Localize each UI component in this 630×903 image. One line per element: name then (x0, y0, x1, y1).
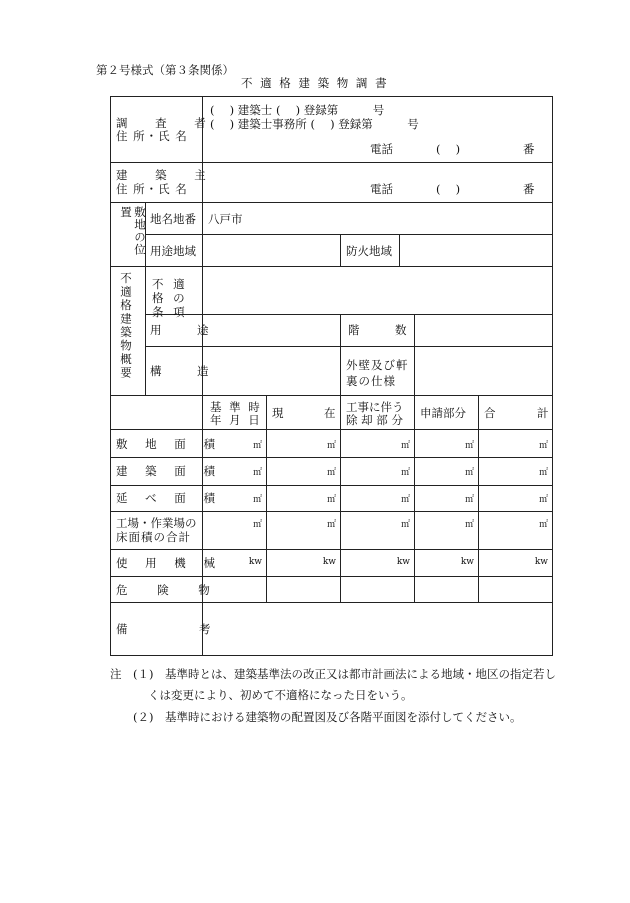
row-building-area-label: 建 築 面 積 (116, 464, 222, 478)
owner-ban: 番 (523, 182, 535, 196)
unit-mark: kw (248, 557, 262, 567)
investigator-phone-label: 電話 (370, 142, 393, 156)
fire-district-label: 防火地域 (346, 244, 392, 258)
investigator-label (116, 116, 218, 130)
col-divider (340, 395, 341, 602)
unit-mark: ㎡ (400, 495, 410, 505)
overview-vertical-label: 不適格建築物概要 (119, 272, 133, 380)
header-removal-2: 除 却 部 分 (346, 413, 403, 427)
header-current-2: 在 (324, 406, 336, 420)
row-line (110, 576, 553, 577)
unit-mark: ㎡ (252, 468, 262, 478)
row-factory-area-label-1: 工場・作業場の (116, 516, 197, 530)
row-line (110, 485, 553, 486)
note-2: (２) 基準時における建築物の配置図及び各階平面図を添付してください。 (133, 710, 522, 724)
nonconforming-clause-text: 不 適 格 の 条 項 (152, 277, 188, 319)
unit-mark: ㎡ (326, 441, 336, 451)
row-line (110, 457, 553, 458)
table-border-top (110, 96, 553, 97)
row-line (110, 602, 553, 603)
remarks-label: 備 考 (116, 622, 241, 636)
site-address-value: 八戸市 (208, 212, 243, 226)
col-divider (266, 395, 267, 602)
row-line (110, 429, 553, 430)
unit-mark: ㎡ (252, 495, 262, 505)
investigator-office-line: ( ) 建築士事務所 ( ) 登録第 号 (210, 117, 419, 131)
row-line (145, 314, 553, 315)
unit-mark: kw (534, 557, 548, 567)
row-line (145, 346, 553, 347)
unit-mark: ㎡ (400, 468, 410, 478)
exterior-spec-text: 外壁及び軒裏の仕様 (346, 358, 409, 388)
investigator-ban: 番 (523, 142, 535, 156)
nonconforming-clause-label (152, 277, 200, 319)
row-machinery-label: 使 用 機 械 (116, 556, 222, 570)
unit-mark: ㎡ (464, 495, 474, 505)
unit-mark: ㎡ (252, 520, 262, 530)
unit-mark: ㎡ (326, 520, 336, 530)
note-1-cont: くは変更により、初めて不適格になった日をいう。 (148, 688, 413, 702)
header-removal-1: 工事に伴う (346, 400, 404, 414)
row-line (110, 549, 553, 550)
header-total-1: 合 (484, 406, 496, 420)
site-vertical-label: 敷地の位置 (119, 206, 147, 256)
unit-mark: ㎡ (252, 441, 262, 451)
header-current-1: 現 (272, 406, 284, 420)
unit-mark: ㎡ (538, 441, 548, 451)
col-divider (414, 395, 415, 602)
table-border-left (110, 96, 111, 655)
unit-mark: ㎡ (464, 468, 474, 478)
unit-mark: kw (396, 557, 410, 567)
investigator-address-label: 住 所・氏 名 (116, 129, 188, 143)
unit-mark: ㎡ (538, 495, 548, 505)
unit-mark: ㎡ (400, 520, 410, 530)
site-address-label: 地名地番 (150, 212, 196, 226)
form-title: 不 適 格 建 築 物 調 書 (241, 76, 389, 90)
row-factory-area-label-2: 床面積の合計 (116, 530, 191, 544)
floors-label: 階 数 (348, 323, 419, 337)
cell-divider (399, 234, 400, 266)
investigator-label-text: 調 査 者 (116, 116, 218, 130)
row-line (110, 395, 553, 396)
note-1: 注 (１) 基準時とは、建築基準法の改正又は都市計画法による地域・地区の指定若し (110, 667, 556, 681)
header-total-2: 計 (537, 406, 549, 420)
cell-divider (340, 234, 341, 266)
use-label: 用 途 (150, 323, 221, 337)
owner-address-label: 住 所・氏 名 (116, 182, 188, 196)
investigator-architect-line: ( ) 建築士 ( ) 登録第 号 (210, 103, 385, 117)
cell-divider (340, 314, 341, 395)
unit-mark: kw (322, 557, 336, 567)
row-line (145, 234, 553, 235)
row-site-area-label: 敷 地 面 積 (116, 437, 222, 451)
zoning-label: 用途地域 (150, 244, 196, 258)
header-application: 申請部分 (420, 406, 466, 420)
form-label: 第２号様式（第３条関係） (96, 63, 234, 77)
row-hazardous-label: 危 険 物 (116, 583, 223, 597)
header-base-date-2: 年 月 日 (210, 413, 262, 427)
structure-label: 構 造 (150, 364, 221, 378)
header-base-date-1: 基 準 時 (210, 400, 262, 414)
investigator-phone-parens: ( ) (436, 142, 461, 156)
row-floor-area-label: 延 べ 面 積 (116, 491, 222, 505)
table-border-bottom (110, 655, 553, 656)
col-divider (478, 395, 479, 602)
unit-mark: ㎡ (464, 520, 474, 530)
table-border-right (552, 96, 553, 655)
unit-mark: kw (460, 557, 474, 567)
owner-phone-parens: ( ) (436, 182, 461, 196)
row-line (110, 511, 553, 512)
owner-label: 建 築 主 (116, 168, 218, 182)
unit-mark: ㎡ (464, 441, 474, 451)
unit-mark: ㎡ (326, 495, 336, 505)
row-line (110, 266, 553, 267)
unit-mark: ㎡ (538, 468, 548, 478)
exterior-spec-label (346, 357, 412, 389)
owner-phone-label: 電話 (370, 182, 393, 196)
unit-mark: ㎡ (326, 468, 336, 478)
unit-mark: ㎡ (538, 520, 548, 530)
unit-mark: ㎡ (400, 441, 410, 451)
row-line (110, 162, 553, 163)
row-line (110, 202, 553, 203)
